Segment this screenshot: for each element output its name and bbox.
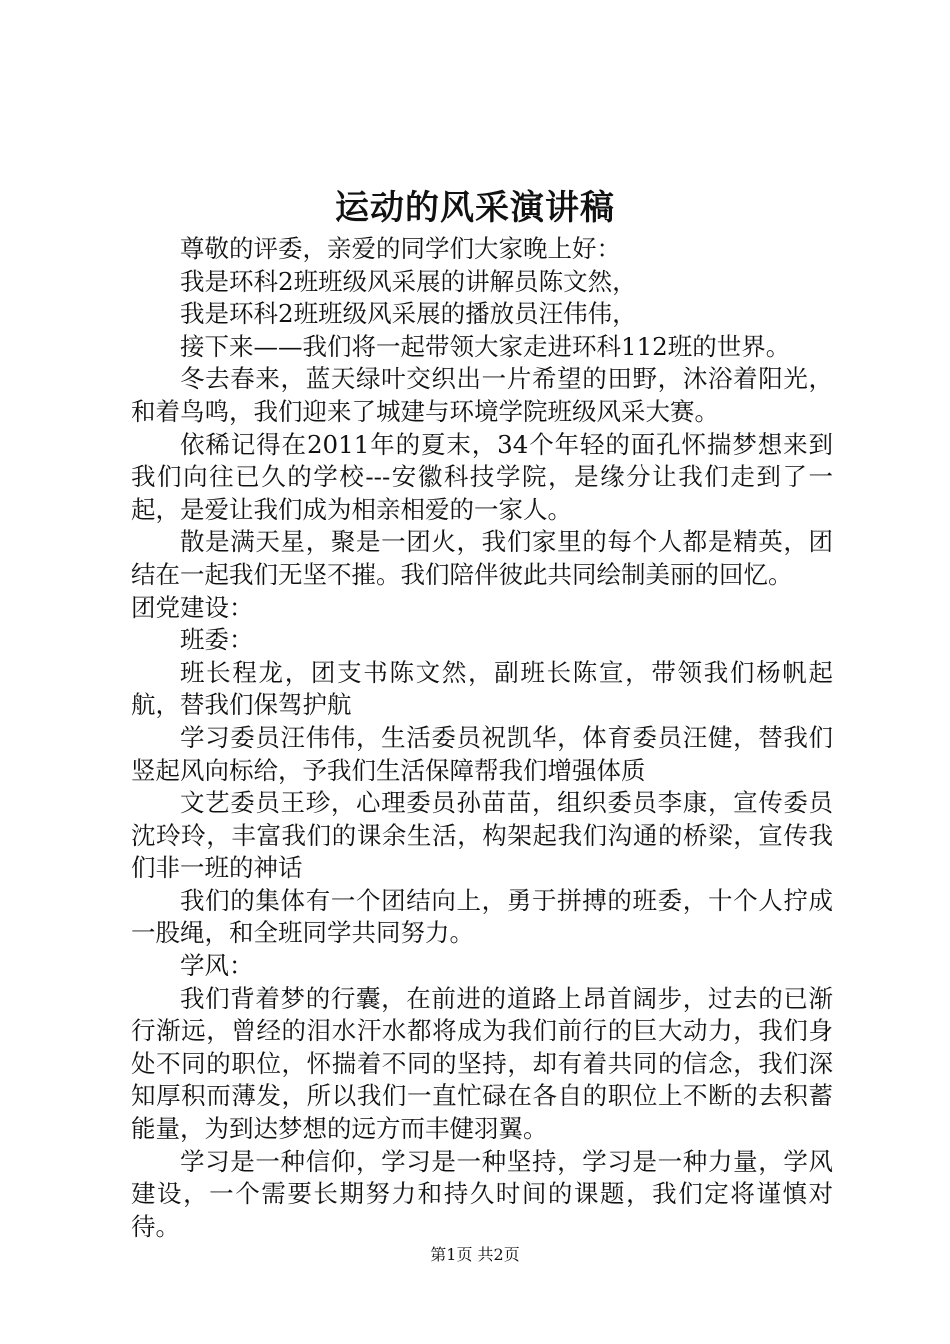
section-heading: 班委： (180, 625, 254, 655)
section-heading: 团党建设： (131, 592, 254, 622)
paragraph: 接下来——我们将一起带领大家走进环科112班的世界。 (180, 331, 791, 361)
paragraph: 我是环科2班班级风采展的播放员汪伟伟， (180, 299, 637, 329)
paragraph: 我们的集体有一个团结向上，勇于拼搏的班委，十个人拧成一股绳，和全班同学共同努力。 (131, 885, 833, 948)
paragraph: 冬去春来，蓝天绿叶交织出一片希望的田野，沐浴着阳光，和着鸟鸣，我们迎来了城建与环境学院班级风采大赛。 (131, 364, 833, 426)
page-number-footer: 第1页 共2页 (430, 1245, 520, 1264)
paragraph: 学习是一种信仰，学习是一种坚持，学习是一种力量，学风建设，一个需要长期努力和持久时间的课题，我们定将谨慎对待。 (131, 1146, 833, 1241)
paragraph: 班长程龙，团支书陈文然，副班长陈宣，带领我们杨帆起航，替我们保驾护航 (131, 657, 833, 720)
paragraph: 散是满天星，聚是一团火，我们家里的每个人都是精英，团结在一起我们无坚不摧。我们陪伴彼此共同绘制美丽的回忆。 (131, 527, 833, 589)
document-title: 运动的风采演讲稿 (335, 188, 615, 228)
paragraph: 我是环科2班班级风采展的讲解员陈文然， (180, 266, 637, 296)
paragraph: 学习委员汪伟伟，生活委员祝凯华，体育委员汪健，替我们竖起风向标给，予我们生活保障帮我们增强体质 (131, 722, 833, 785)
paragraph-greeting: 尊敬的评委，亲爱的同学们大家晚上好： (180, 234, 621, 263)
paragraph: 我们背着梦的行囊，在前进的道路上昂首阔步，过去的已渐行渐远，曾经的泪水汗水都将成为我们前行的巨大动力，我们身处不同的职位，怀揣着不同的坚持，却有着共同的信念，我们深知厚积而薄发，所以我们一直忙碌在各自的职位上不断的去积蓄能量，为到达梦想的远方而丰健羽翼。 (131, 983, 833, 1144)
document-body (131, 233, 833, 1243)
section-heading: 学风： (180, 951, 254, 981)
paragraph: 文艺委员王珍，心理委员孙苗苗，组织委员李康，宣传委员沈玲玲，丰富我们的课余生活，构架起我们沟通的桥梁，宣传我们非一班的神话 (131, 788, 833, 883)
paragraph: 依稀记得在2011年的夏末，34个年轻的面孔怀揣梦想来到我们向往已久的学校---安徽科技学院，是缘分让我们走到了一起，是爱让我们成为相亲相爱的一家人。 (131, 429, 833, 524)
